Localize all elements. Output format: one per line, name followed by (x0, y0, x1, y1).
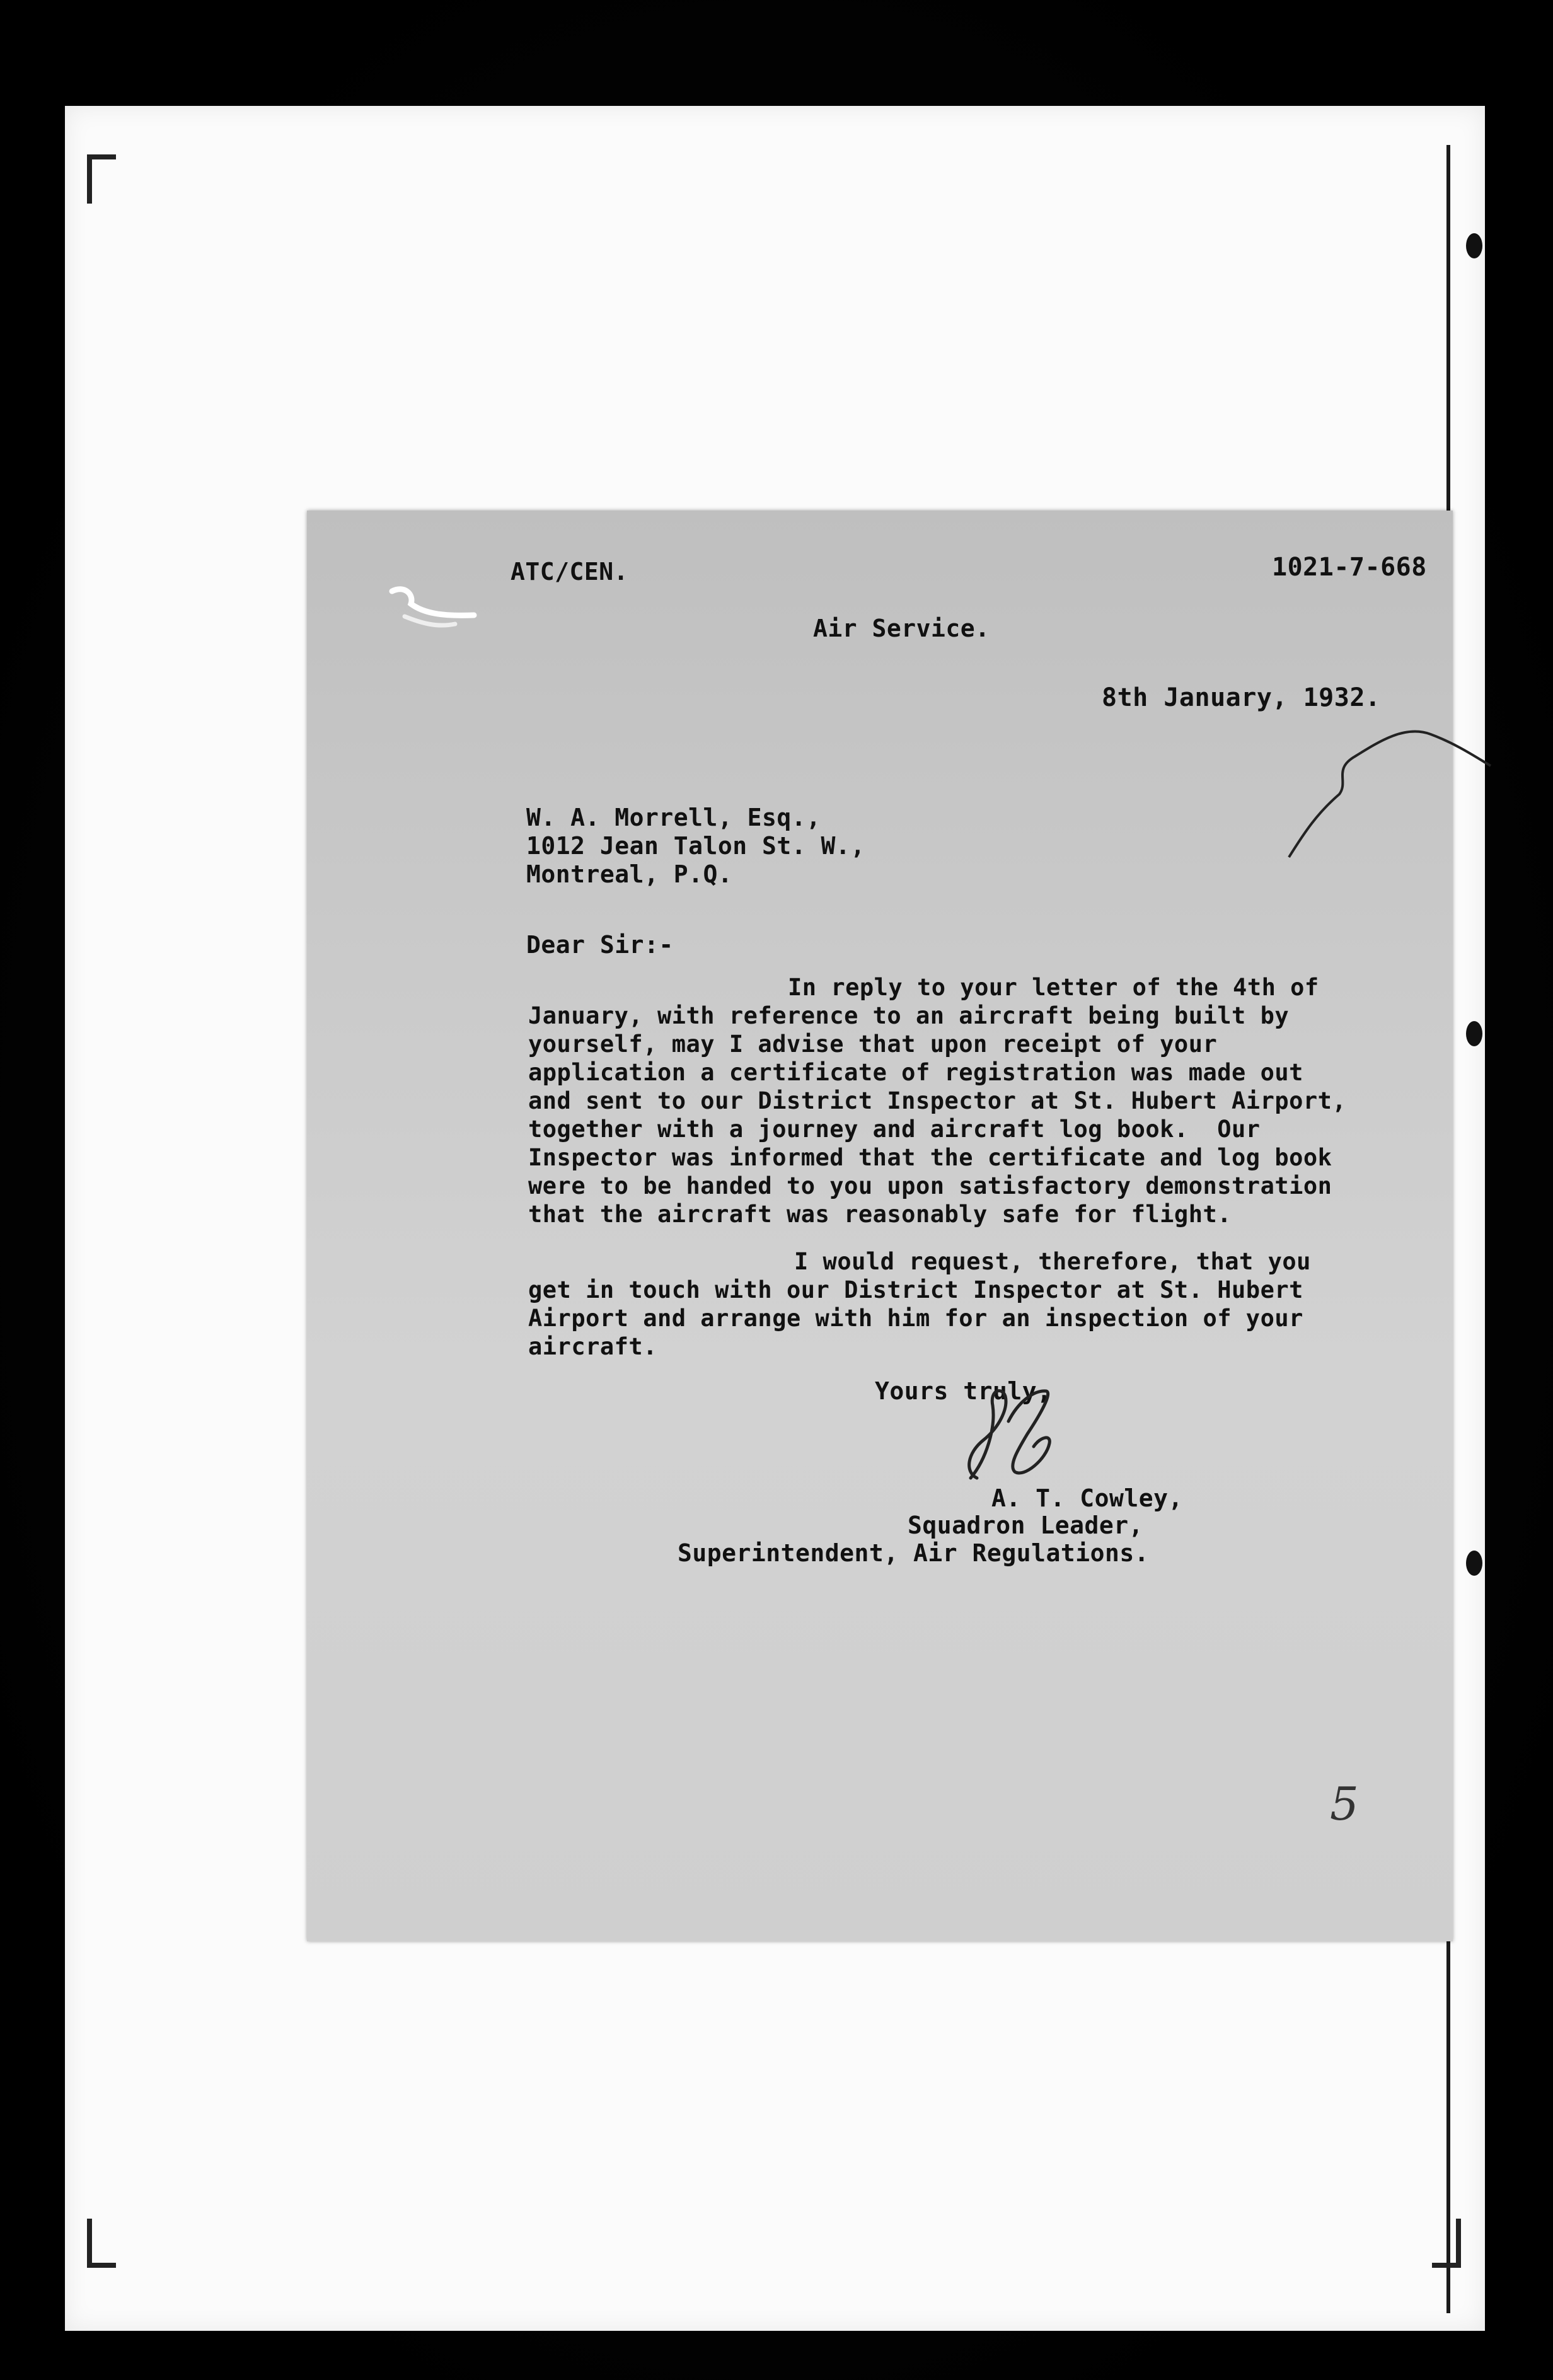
film-perforation (1466, 1551, 1482, 1576)
letter-date: 8th January, 1932. (1102, 683, 1381, 712)
recipient-city: Montreal, P.Q. (526, 860, 733, 888)
paragraph2-line: I would request, therefore, that you (794, 1248, 1311, 1275)
film-perforation (1466, 1021, 1482, 1046)
crop-mark-bottom-right (1432, 2219, 1461, 2268)
paragraph1-line: that the aircraft was reasonably safe for flight. (528, 1201, 1232, 1228)
paragraph1-line: yourself, may I advise that upon receipt of your (528, 1031, 1218, 1058)
paragraph1-line: In reply to your letter of the 4th of (788, 974, 1319, 1001)
signatory-name: A. T. Cowley, (991, 1484, 1183, 1512)
crop-mark-bottom-left (87, 2219, 116, 2268)
paragraph1-line: January, with reference to an aircraft being built by (528, 1002, 1290, 1029)
pencil-stroke-mark (1279, 719, 1494, 870)
recipient-street: 1012 Jean Talon St. W., (526, 832, 865, 860)
file-reference-left: ATC/CEN. (511, 558, 629, 586)
paragraph1-line: and sent to our District Inspector at St. Hubert Airport, (528, 1087, 1347, 1114)
recipient-name: W. A. Morrell, Esq., (526, 804, 821, 831)
crop-mark-top-left (87, 154, 116, 204)
letter-heading: Air Service. (813, 615, 990, 642)
paragraph1-line: together with a journey and aircraft log book. Our (528, 1116, 1261, 1143)
paragraph2-line: get in touch with our District Inspector at St. Hubert (528, 1276, 1303, 1303)
paragraph1-line: were to be handed to you upon satisfactory demonstration (528, 1172, 1332, 1199)
signatory-title: Superintendent, Air Regulations. (678, 1539, 1150, 1567)
closing: Yours truly, (875, 1377, 1052, 1405)
paragraph1-line: Inspector was informed that the certificate and log book (528, 1144, 1332, 1171)
paragraph2-line: Airport and arrange with him for an inspection of your (528, 1305, 1303, 1332)
signatory-rank: Squadron Leader, (908, 1511, 1144, 1539)
paper-clip-mark (386, 579, 480, 635)
handwritten-page-number: 5 (1330, 1777, 1359, 1830)
film-perforation (1466, 233, 1482, 258)
paragraph1-line: application a certificate of registration was made out (528, 1059, 1303, 1086)
handwritten-initials (939, 1384, 1078, 1491)
paragraph2-line: aircraft. (528, 1333, 657, 1360)
file-reference-number: 1021-7-668 (1272, 553, 1427, 582)
salutation: Dear Sir:- (526, 931, 674, 959)
